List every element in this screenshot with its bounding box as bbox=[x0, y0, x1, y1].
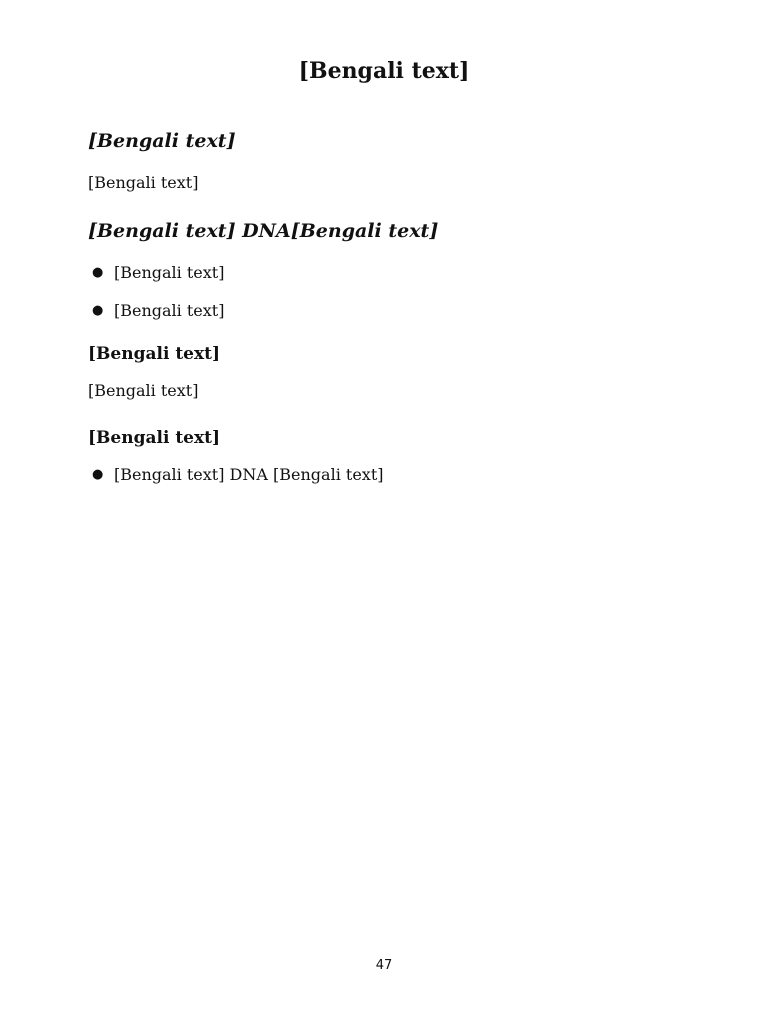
chapter-title: [Bengali text] bbox=[298, 58, 470, 84]
section-heading: [Bengali text] bbox=[88, 130, 236, 152]
chromosome-heading: [Bengali text] bbox=[88, 344, 221, 364]
origin-bullet-list bbox=[88, 456, 680, 494]
chromosome-paragraph: [Bengali text] bbox=[88, 381, 199, 400]
origin-bullet-item: ● [Bengali text] DNA [Bengali text] bbox=[88, 456, 680, 494]
relation-bullet-list bbox=[88, 254, 680, 330]
relation-bullet-item: ● [Bengali text] bbox=[88, 292, 680, 330]
relation-bullet-item: ● [Bengali text] bbox=[88, 254, 680, 292]
intro-paragraph: [Bengali text] bbox=[88, 173, 199, 192]
origin-heading: [Bengali text] bbox=[88, 428, 221, 448]
relation-heading: [Bengali text] DNA[Bengali text] bbox=[88, 220, 439, 242]
page-number: 47 bbox=[375, 958, 393, 973]
